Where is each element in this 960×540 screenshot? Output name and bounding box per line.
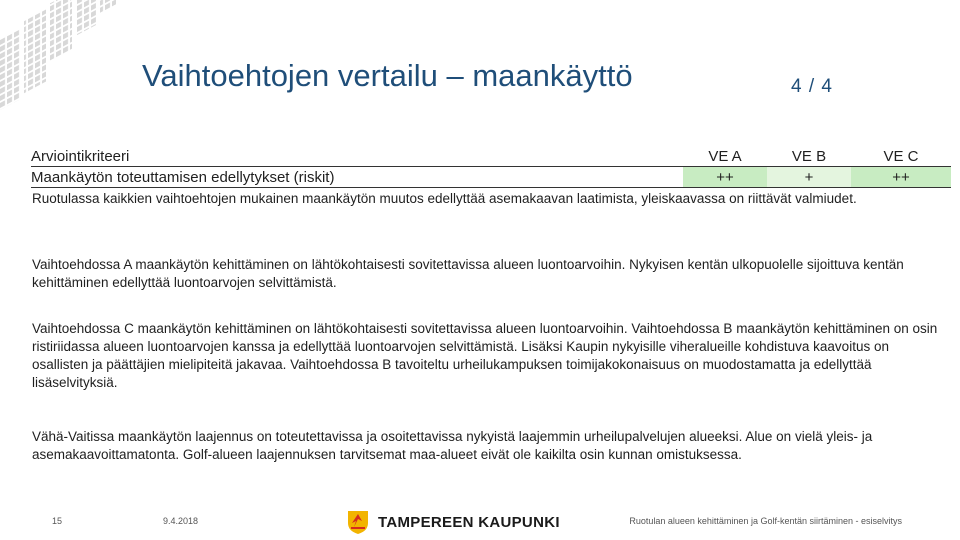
paragraph-land-use-zoning: Ruotulassa kaikkien vaihtoehtojen mukainen maankäytön muutos edellyttää asemakaavan laatimista, yleiskaavassa on riittävät valmiudet. [32,191,857,206]
footer-brand-name: TAMPEREEN KAUPUNKI [378,513,560,531]
footer-subtitle: Ruotulan alueen kehittäminen ja Golf-kentän siirtäminen - esiselvitys [629,516,902,526]
footer-date: 9.4.2018 [163,516,199,526]
criteria-table [31,146,951,188]
footer-slide-number: 15 [52,516,63,526]
rating-cell-ve-c: ++ [851,167,951,188]
slide-title: Vaihtoehtojen vertailu – maankäyttö [142,58,633,93]
paragraph-vaha-vaitti: Vähä-Vaitissa maankäytön laajennus on toteutettavissa ja osoitettavissa nykyistä laajemmin urheilupalvelujen alueeksi. Alue on vielä yleis- ja asemakaavoittamatonta. Golf-alueen laajennuksen tarvitsemat maa-alueet eivät ole kaikilta osin kunnan omistuksessa. [32,429,873,462]
column-header-ve-c: VE C [851,146,951,167]
table-row [31,167,951,188]
criteria-row-label: Maankäytön toteuttamisen edellytykset (riskit) [31,167,683,188]
criteria-header-label: Arviointikriteeri [31,146,683,167]
paragraph-alternative-a: Vaihtoehdossa A maankäytön kehittäminen on lähtökohtaisesti sovitettavissa alueen luontoarvoihin. Nykyisen kentän ulkopuolelle sijoittuva kentän kehittäminen edellyttää luontoarvojen selvittämistä. [32,257,904,290]
page-indicator: 4 / 4 [791,76,833,97]
column-header-ve-b: VE B [767,146,851,167]
paragraph-alternative-b-c: Vaihtoehdossa C maankäytön kehittäminen on lähtökohtaisesti sovitettavissa alueen luontoarvoihin. Vaihtoehdossa B maankäytön kehittäminen on osin ristiriidassa alueen luontoarvojen kanssa ja edellyttää luontoarvojen selvittämistä. Lisäksi Kaupin nykyisille viheralueille kohdistuva kaavoitus on osallisten ja päättäjien mielipiteitä jakavaa. Vaihtoehdossa B tavoiteltu urheilukampuksen toimijakokonaisuus on muodostamatta ja edellyttää lisäselvityksiä. [32,321,938,390]
rating-cell-ve-b: + [767,167,851,188]
tampere-coat-of-arms-icon [346,509,370,535]
footer-logo [346,509,560,535]
rating-cell-ve-a: ++ [683,167,767,188]
building-grid-decoration-icon [0,0,125,120]
criteria-header-row [31,146,951,167]
column-header-ve-a: VE A [683,146,767,167]
